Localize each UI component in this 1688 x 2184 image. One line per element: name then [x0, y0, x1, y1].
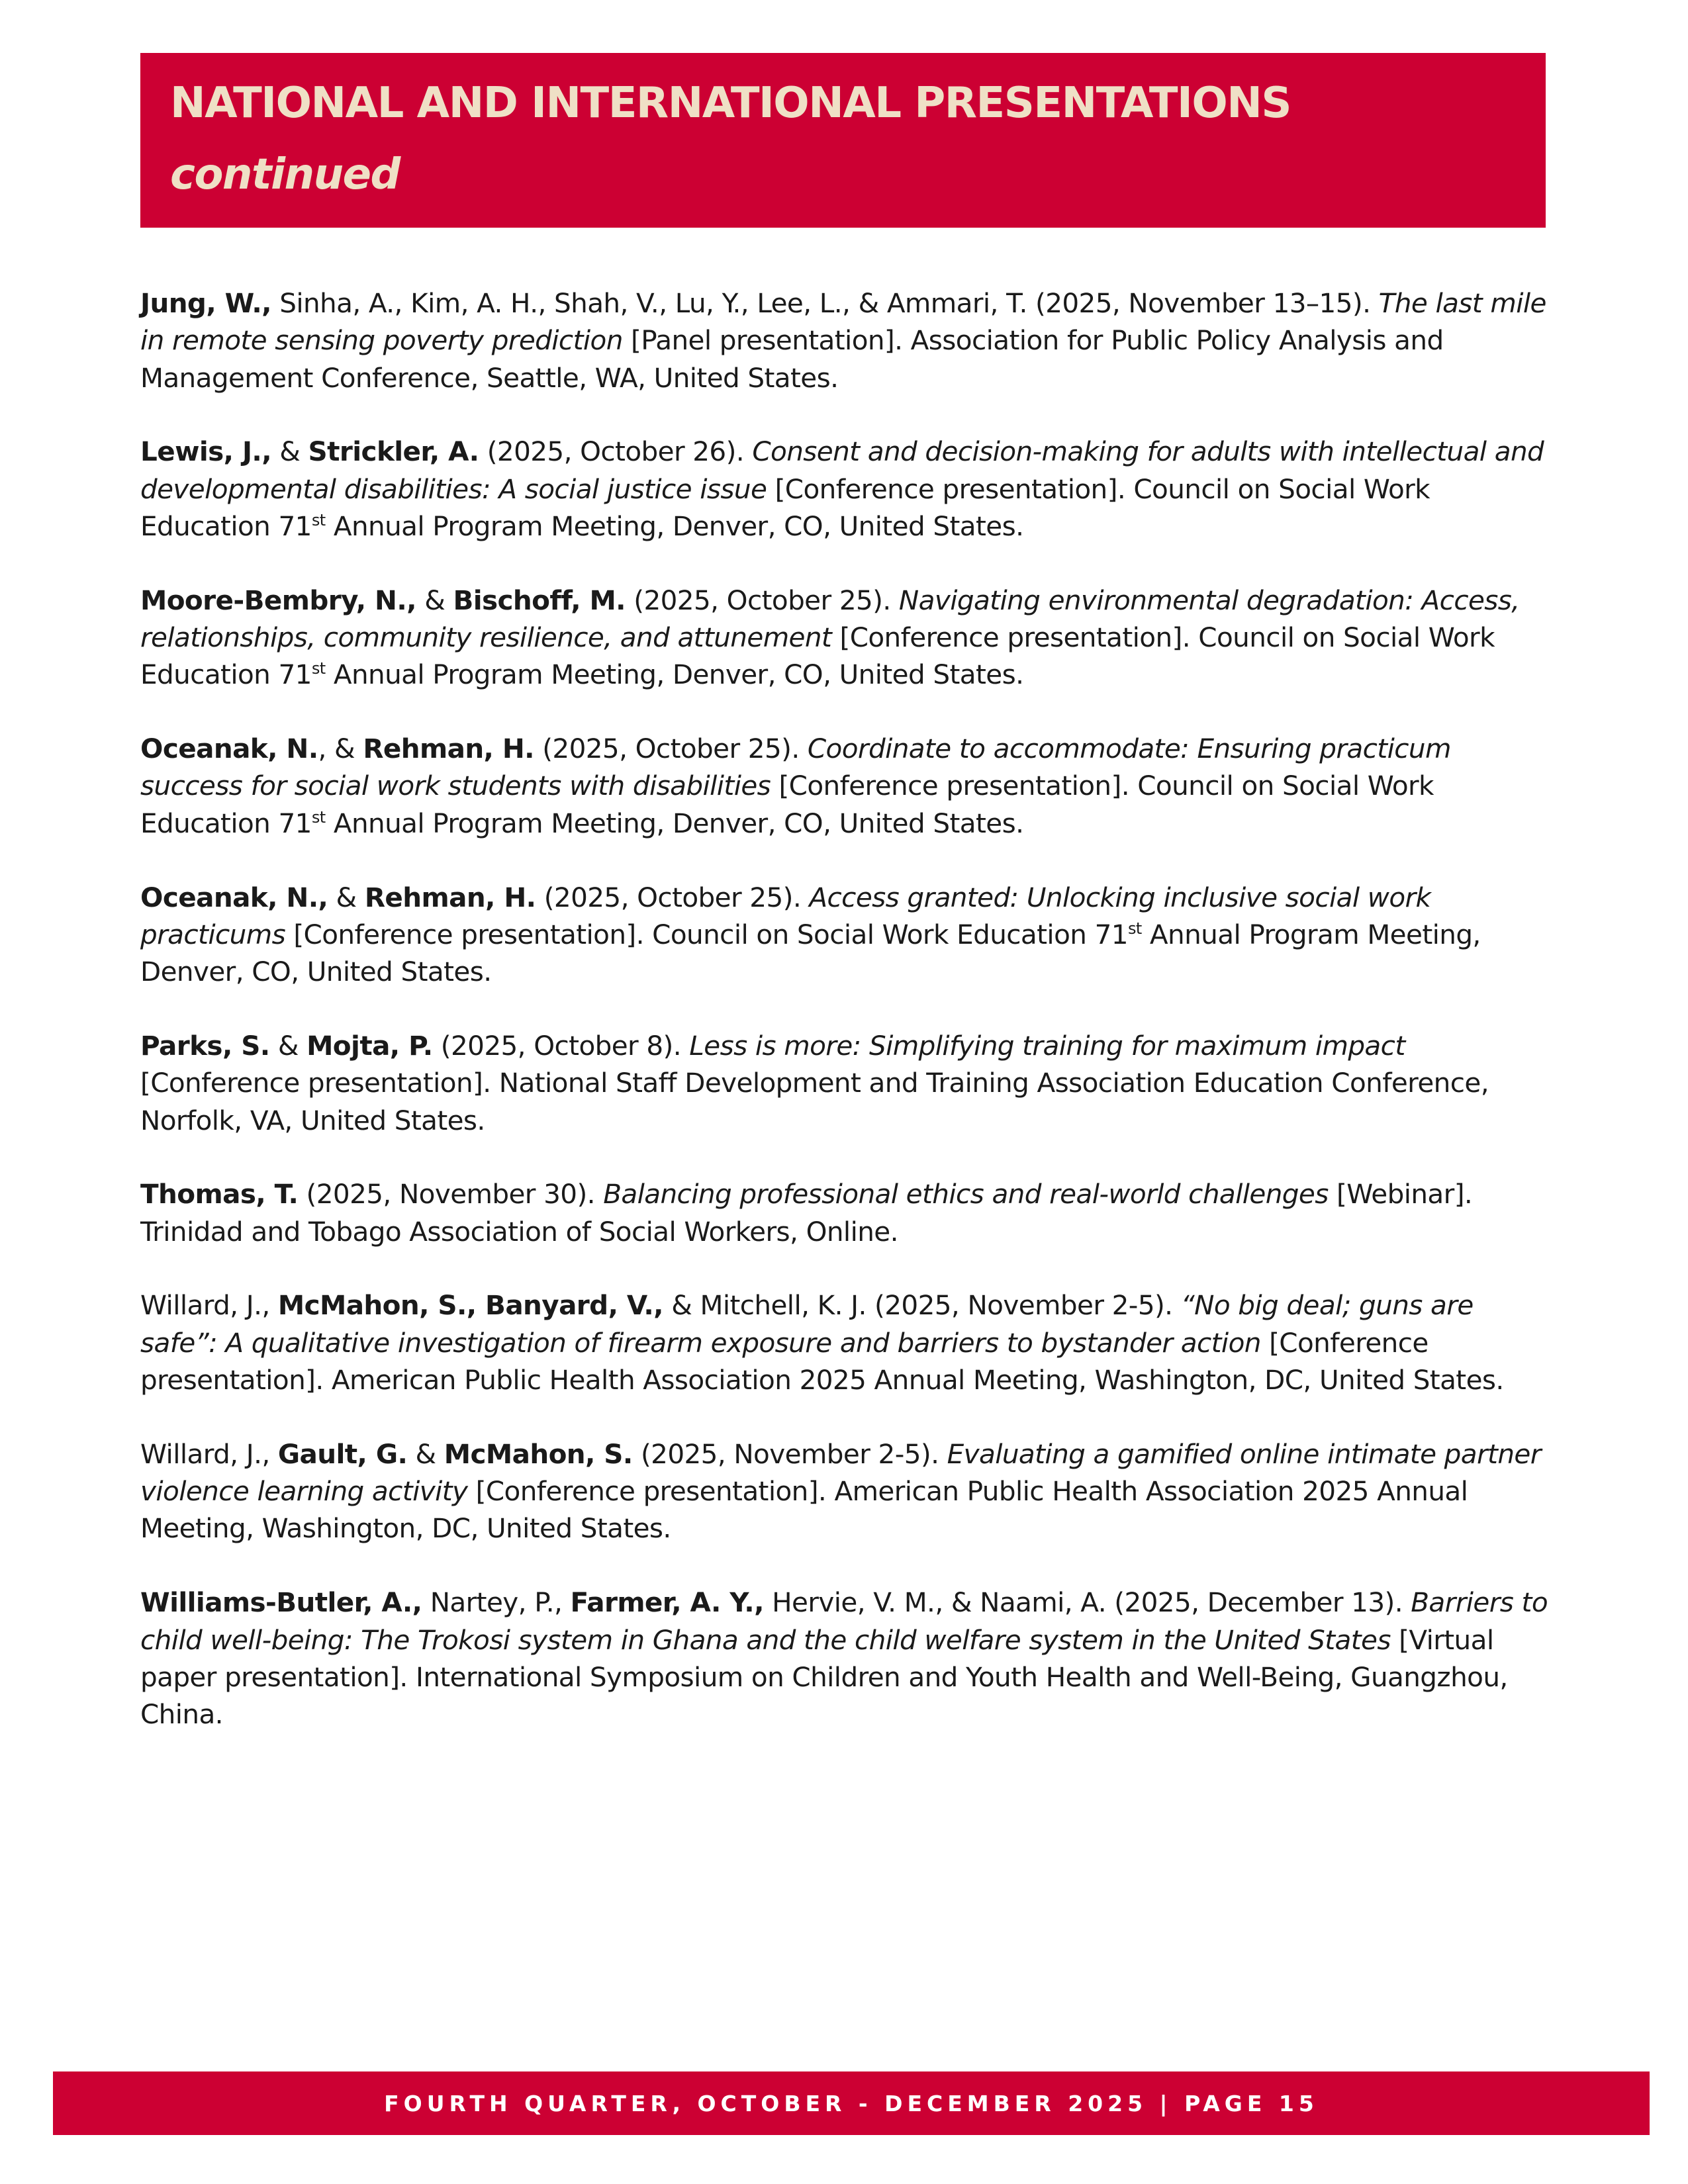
entry-author: Rehman, H.: [363, 733, 534, 765]
entry-date: (2025, October 25).: [534, 733, 808, 765]
entry-authors: Nartey, P.,: [422, 1586, 571, 1619]
entry-author: Farmer, A. Y.,: [570, 1586, 764, 1619]
list-item: [140, 879, 1554, 991]
entry-date: (2025, November 30).: [298, 1178, 604, 1210]
entry-title: The last mile in remote sensing poverty prediction: [140, 287, 1546, 357]
list-item: [140, 1027, 1554, 1139]
entry-date: (2025, October 25).: [625, 584, 899, 616]
entry-title: “No big deal; guns are safe”: A qualitative investigation of firearm exposure and barriers to bystander action: [140, 1289, 1474, 1359]
entry-authors: Willard, J.,: [140, 1289, 278, 1322]
entry-details: Annual Program Meeting, Denver, CO, United States.: [325, 807, 1024, 839]
entry-title: Barriers to child well-being: The Trokosi system in Ghana and the child welfare system in the United States: [140, 1586, 1548, 1656]
entry-details: [Conference presentation]. Council on Social Work Education 71: [285, 918, 1128, 950]
entry-details: [Conference presentation]. Council on Social Work Education 71: [140, 770, 1434, 839]
entry-author: Gault, G.: [277, 1437, 408, 1470]
entry-date: (2025, October 8).: [432, 1029, 690, 1062]
entry-separator: &: [271, 435, 308, 468]
entry-author: Mojta, P.: [306, 1029, 433, 1062]
entry-author: Thomas, T.: [140, 1178, 299, 1210]
entry-title: Balancing professional ethics and real-world challenges: [603, 1178, 1329, 1210]
entry-separator: &: [407, 1437, 444, 1470]
entry-separator: , &: [318, 733, 363, 765]
entry-details: [Conference presentation]. Council on Social Work Education 71: [140, 473, 1430, 542]
entry-authors: Willard, J.,: [140, 1437, 278, 1470]
entry-details: [Virtual paper presentation]. International Symposium on Children and Youth Health and Well-Being, Guangzhou, China.: [140, 1623, 1508, 1731]
entry-title: Navigating environmental degradation: Access, relationships, community resilience, and attunement: [140, 584, 1520, 654]
list-item: [140, 1435, 1554, 1547]
section-header: [140, 53, 1546, 228]
entry-details: Annual Program Meeting, Denver, CO, United States.: [325, 510, 1024, 542]
list-item: [140, 285, 1554, 396]
presentation-list: [140, 285, 1554, 1770]
entry-details: [Conference presentation]. National Staff Development and Training Association Education Conference, Norfolk, VA, United States.: [140, 1067, 1489, 1136]
entry-separator: &: [269, 1029, 307, 1062]
entry-author: Strickler, A.: [308, 435, 479, 468]
entry-authors: Hervie, V. M., & Naami, A. (2025, December 13).: [763, 1586, 1411, 1619]
entry-ordinal: st: [311, 807, 326, 827]
entry-title: Access granted: Unlocking inclusive social work practicums: [140, 881, 1431, 950]
entry-author: Lewis, J.,: [140, 435, 272, 468]
entry-details: [Webinar]. Trinidad and Tobago Association of Social Workers, Online.: [140, 1178, 1473, 1248]
entry-author: Parks, S.: [140, 1029, 270, 1062]
entry-title: Evaluating a gamified online intimate partner violence learning activity: [140, 1437, 1541, 1508]
entry-author: Oceanak, N.: [140, 733, 318, 765]
entry-author: Moore-Bembry, N.,: [140, 584, 416, 616]
entry-details: [Panel presentation]. Association for Public Policy Analysis and Management Conference, Seattle, WA, United States.: [140, 324, 1444, 394]
entry-authors: Sinha, A., Kim, A. H., Shah, V., Lu, Y., Lee, L., & Ammari, T. (2025, November 13–15).: [271, 287, 1379, 319]
list-item: [140, 433, 1554, 545]
entry-details: [Conference presentation]. Council on Social Work Education 71: [140, 621, 1495, 691]
section-subtitle: continued: [170, 150, 400, 199]
list-item: [140, 730, 1554, 842]
entry-bold-authors: Jung, W.,: [140, 287, 271, 319]
list-item: [140, 1584, 1554, 1733]
entry-ordinal: st: [311, 659, 326, 678]
list-item: [140, 1287, 1554, 1398]
entry-author: Rehman, H.: [364, 881, 536, 913]
entry-author: Oceanak, N.,: [140, 881, 328, 913]
entry-authors: & Mitchell, K. J. (2025, November 2-5).: [663, 1289, 1181, 1322]
entry-details: Annual Program Meeting, Denver, CO, United States.: [325, 659, 1024, 691]
entry-date: (2025, November 2-5).: [632, 1437, 947, 1470]
page-footer: [53, 2071, 1650, 2135]
entry-author: McMahon, S., Banyard, V.,: [277, 1289, 663, 1322]
entry-title: Consent and decision-making for adults with intellectual and developmental disabilities: A social justice issue: [140, 435, 1544, 505]
entry-separator: &: [416, 584, 453, 616]
entry-title: Less is more: Simplifying training for maximum impact: [689, 1029, 1405, 1062]
entry-details: [Conference presentation]. American Public Health Association 2025 Annual Meeting, Washington, DC, United States.: [140, 1326, 1504, 1396]
entry-ordinal: st: [311, 510, 326, 529]
entry-date: (2025, October 26).: [479, 435, 753, 468]
section-title: NATIONAL AND INTERNATIONAL PRESENTATIONS: [170, 79, 1291, 128]
list-item: [140, 1175, 1554, 1250]
entry-author: Bischoff, M.: [453, 584, 626, 616]
entry-separator: &: [328, 881, 365, 913]
footer-text: FOURTH QUARTER, OCTOBER - DECEMBER 2025 | PAGE 15: [384, 2090, 1319, 2116]
entry-date: (2025, October 25).: [536, 881, 810, 913]
entry-details: Annual Program Meeting, Denver, CO, United States.: [140, 918, 1481, 988]
entry-details: [Conference presentation]. American Public Health Association 2025 Annual Meeting, Washington, DC, United States.: [140, 1475, 1468, 1545]
entry-ordinal: st: [1127, 919, 1142, 938]
entry-author: Williams-Butler, A.,: [140, 1586, 422, 1619]
entry-title: Coordinate to accommodate: Ensuring practicum success for social work students with disabilities: [140, 733, 1451, 802]
entry-author: McMahon, S.: [444, 1437, 633, 1470]
list-item: [140, 582, 1554, 694]
